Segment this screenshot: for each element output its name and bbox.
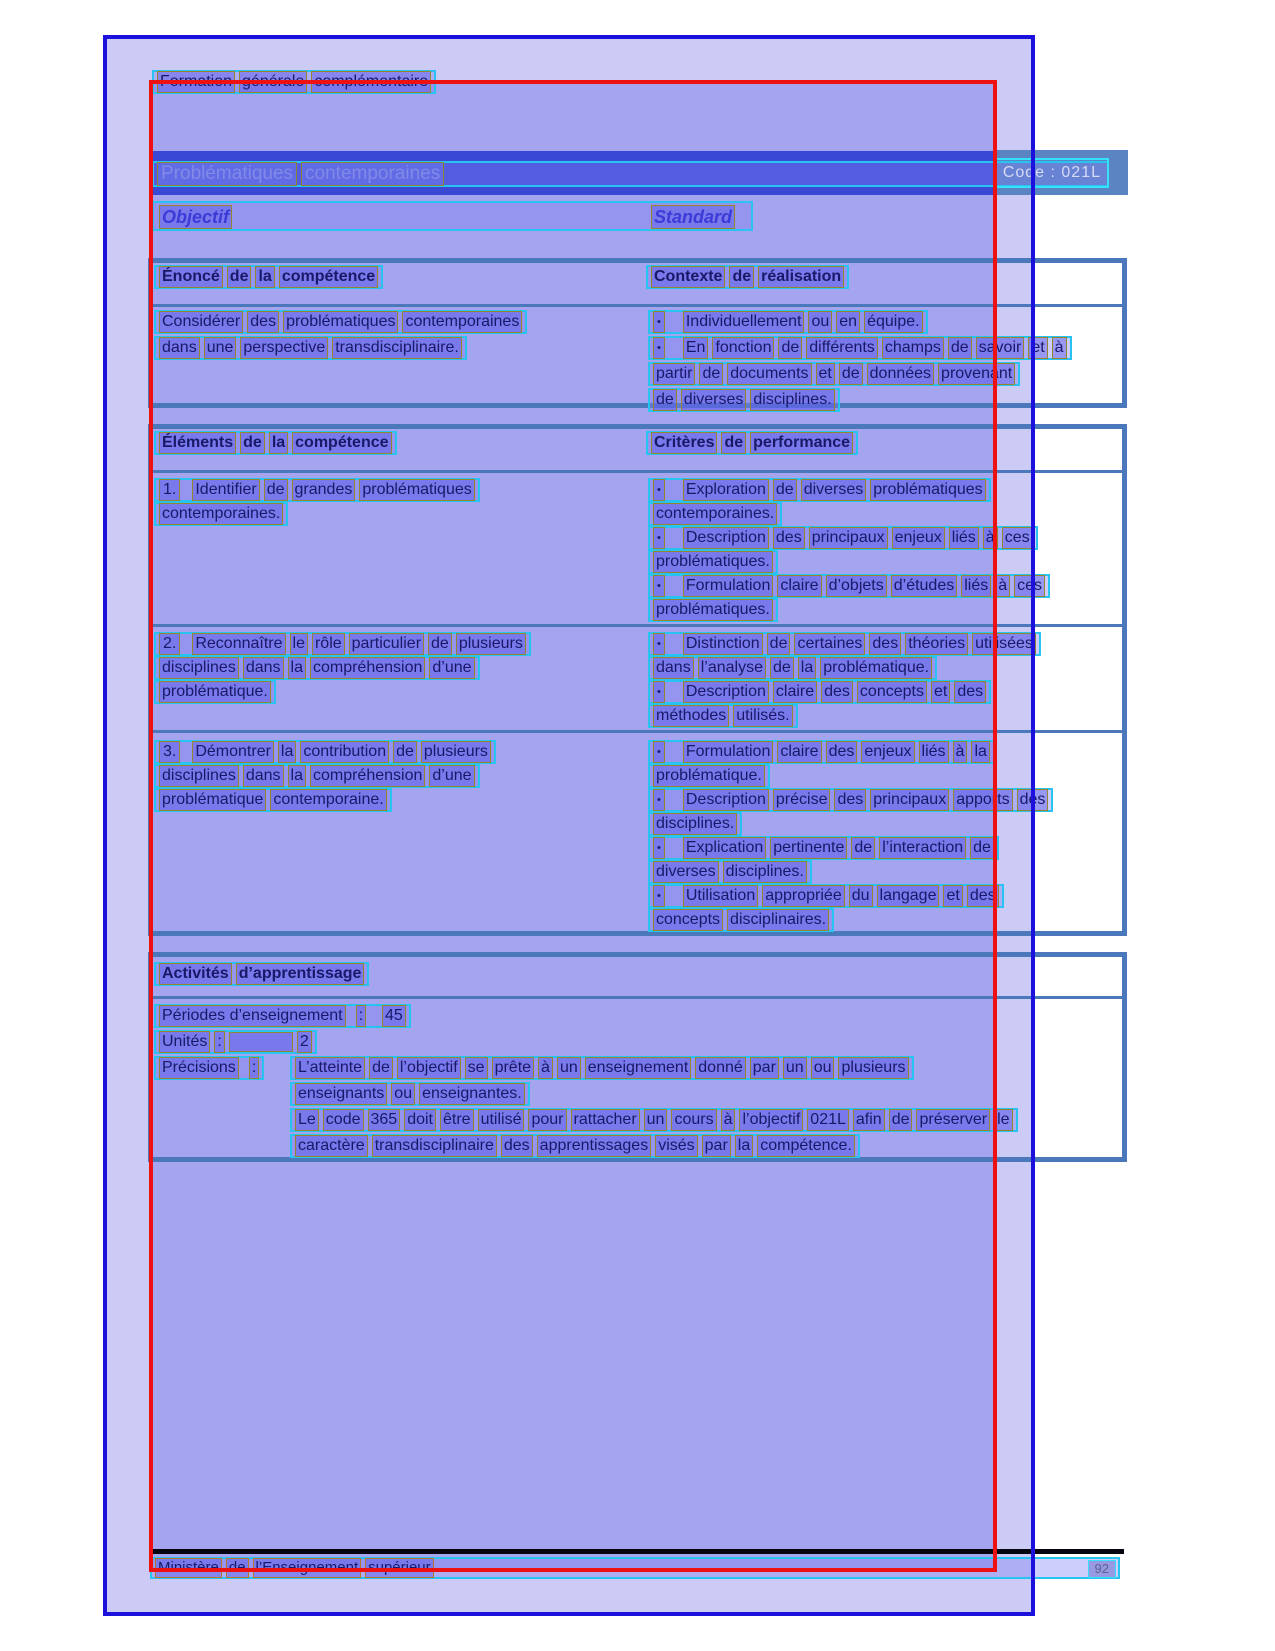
word-box: Éléments xyxy=(159,432,236,454)
word-box: perspective xyxy=(240,337,328,359)
word-box: ces xyxy=(1002,527,1033,549)
word-box: dans xyxy=(243,765,284,787)
word-box: cours xyxy=(671,1109,716,1131)
word-box: enjeux xyxy=(892,527,945,549)
section-header xyxy=(154,962,369,986)
column-header xyxy=(646,431,858,455)
word-box: L’atteinte xyxy=(295,1057,365,1079)
word-box: un xyxy=(783,1057,807,1079)
word-box: contemporaine. xyxy=(270,789,386,811)
text-line xyxy=(648,362,1020,386)
word-box: la xyxy=(269,432,288,454)
word-box: disciplinaires. xyxy=(727,909,829,931)
word-box: complémentaire xyxy=(311,71,431,93)
word-box: Reconnaître xyxy=(192,633,285,655)
word-box: apports xyxy=(953,789,1012,811)
item-number: 1. xyxy=(159,479,180,501)
word-box: de xyxy=(948,337,972,359)
word-box: visés xyxy=(655,1135,697,1157)
word-box: de xyxy=(889,1109,913,1131)
text-line xyxy=(648,656,937,680)
word-box: l’objectif xyxy=(739,1109,803,1131)
word-box: ou xyxy=(808,311,832,333)
word-box: réalisation xyxy=(758,266,844,288)
word-box: compétence xyxy=(292,432,391,454)
word-box: de xyxy=(721,432,746,454)
text-line xyxy=(154,478,480,502)
word-box: particulier xyxy=(349,633,424,655)
word-box: des xyxy=(773,527,805,549)
word-box: concepts xyxy=(653,909,723,931)
word-box: dans xyxy=(243,657,284,679)
word-box: à xyxy=(1052,337,1067,359)
word-box: pertinente xyxy=(770,837,847,859)
word-box: à xyxy=(995,575,1010,597)
text-line xyxy=(154,788,392,812)
word-box: de xyxy=(970,837,994,859)
word-box: langage xyxy=(877,885,940,907)
word-box: la xyxy=(735,1135,753,1157)
word-box: plusieurs xyxy=(456,633,526,655)
word-box: à xyxy=(953,741,968,763)
word-box: : xyxy=(249,1057,259,1079)
word-box: Critères xyxy=(651,432,717,454)
word-box: problématique. xyxy=(820,657,932,679)
word-box: liés xyxy=(949,527,979,549)
word-box: de xyxy=(767,633,791,655)
word-box: claire xyxy=(777,741,821,763)
word-box: la xyxy=(971,741,989,763)
text-line xyxy=(290,1056,914,1080)
word-box: enjeux xyxy=(861,741,914,763)
text-line xyxy=(648,740,995,764)
word-box: appropriée xyxy=(762,885,845,907)
word-box: Énoncé xyxy=(159,266,223,288)
word-box: de xyxy=(264,479,288,501)
text-line xyxy=(648,526,1038,550)
word-box: contemporaines xyxy=(301,162,444,186)
spacer-box xyxy=(229,1032,293,1052)
word-box: ou xyxy=(811,1057,835,1079)
word-box: compétence. xyxy=(757,1135,855,1157)
standard-heading: Standard xyxy=(651,205,735,229)
word-box: de xyxy=(773,479,797,501)
text-line xyxy=(648,680,991,704)
word-box: par xyxy=(750,1057,779,1079)
word-box: enseignement xyxy=(585,1057,692,1079)
bullet-icon: • xyxy=(653,741,665,763)
word-box: de xyxy=(393,741,417,763)
word-box: des xyxy=(954,681,986,703)
word-box: Utilisation xyxy=(683,885,758,907)
word-box: un xyxy=(557,1057,581,1079)
text-line xyxy=(648,550,778,574)
word-box: l’interaction xyxy=(879,837,966,859)
word-box: diverses xyxy=(801,479,867,501)
word-box: Ministère xyxy=(155,1558,222,1578)
text-line xyxy=(290,1134,860,1158)
word-box: Activités xyxy=(159,963,232,985)
word-box: l’analyse xyxy=(698,657,766,679)
text-line xyxy=(290,1108,1018,1132)
footer-line xyxy=(150,1557,1120,1579)
word-box: Unités xyxy=(159,1031,210,1053)
word-box: problématiques xyxy=(283,311,398,333)
word-box: problématiques xyxy=(359,479,474,501)
word-box: performance xyxy=(750,432,853,454)
word-box: problématiques. xyxy=(653,551,773,573)
word-box: méthodes xyxy=(653,705,729,727)
word-box: utilisées xyxy=(972,633,1036,655)
word-box: de xyxy=(653,389,677,411)
bullet-icon: • xyxy=(653,837,665,859)
word-box: équipe. xyxy=(864,311,923,333)
word-box: diverses xyxy=(653,861,719,883)
word-box: problématiques. xyxy=(653,599,773,621)
text-line xyxy=(648,812,742,836)
bullet-icon: • xyxy=(653,885,665,907)
word-box: d’une xyxy=(429,657,474,679)
word-box: contribution xyxy=(300,741,389,763)
bullet-icon: • xyxy=(653,311,665,333)
word-box: compréhension xyxy=(310,765,425,787)
text-line xyxy=(154,656,480,680)
word-box: provenant xyxy=(938,363,1015,385)
word-box: supérieur xyxy=(365,1558,434,1578)
word-box: disciplines xyxy=(159,657,239,679)
word-box: des xyxy=(821,681,853,703)
word-box: compétence xyxy=(279,266,378,288)
word-box: Description xyxy=(683,789,769,811)
word-box: disciplines. xyxy=(723,861,807,883)
text-line xyxy=(648,632,1041,656)
text-line xyxy=(154,310,527,334)
word-box: données xyxy=(867,363,934,385)
word-box: Explication xyxy=(683,837,766,859)
word-box: transdisciplinaire xyxy=(372,1135,497,1157)
text-line xyxy=(648,478,991,502)
word-box: Formulation xyxy=(683,741,773,763)
document-title-line xyxy=(152,161,1109,187)
word-box: de xyxy=(851,837,875,859)
text-line xyxy=(154,336,467,360)
word-box: : xyxy=(356,1005,366,1027)
code-badge: Code : 021L xyxy=(995,158,1109,188)
word-box: liés xyxy=(961,575,991,597)
word-box: l’objectif xyxy=(397,1057,461,1079)
word-box: plusieurs xyxy=(838,1057,908,1079)
word-box: la xyxy=(255,266,274,288)
bullet-icon: • xyxy=(653,527,665,549)
word-box: problématique. xyxy=(159,681,271,703)
word-box: d’études xyxy=(891,575,958,597)
word-box: des xyxy=(869,633,901,655)
word-box: la xyxy=(288,657,306,679)
word-box: être xyxy=(440,1109,474,1131)
objectif-heading: Objectif xyxy=(159,205,232,229)
word-box: des xyxy=(1017,789,1049,811)
word-box: contemporaines. xyxy=(159,503,283,525)
word-box: et xyxy=(1028,337,1047,359)
word-box: de xyxy=(369,1057,393,1079)
text-line xyxy=(648,860,812,884)
word-box: apprentissages xyxy=(537,1135,652,1157)
word-box: dans xyxy=(159,337,200,359)
bullet-icon: • xyxy=(653,633,665,655)
word-box: de xyxy=(778,337,802,359)
word-box: 365 xyxy=(368,1109,401,1131)
word-box: des xyxy=(834,789,866,811)
word-box: caractère xyxy=(295,1135,368,1157)
word-box: Description xyxy=(683,681,769,703)
bullet-icon: • xyxy=(653,479,665,501)
word-box: enseignantes. xyxy=(419,1083,525,1105)
word-box: transdisciplinaire. xyxy=(332,337,462,359)
kv-line xyxy=(154,1030,317,1054)
word-box: précise xyxy=(773,789,831,811)
word-box: de xyxy=(227,266,252,288)
word-box: pour xyxy=(528,1109,566,1131)
word-box: le xyxy=(290,633,308,655)
word-box: Contexte xyxy=(651,266,725,288)
word-box: le xyxy=(994,1109,1012,1131)
text-line xyxy=(648,788,1053,812)
word-box: de xyxy=(240,432,265,454)
word-box: principaux xyxy=(870,789,949,811)
text-line xyxy=(648,764,770,788)
word-box: liés xyxy=(919,741,949,763)
word-box: problématique. xyxy=(653,765,765,787)
word-box: : xyxy=(214,1031,224,1053)
word-box: la xyxy=(288,765,306,787)
word-box: dans xyxy=(653,657,694,679)
word-box: Exploration xyxy=(683,479,769,501)
bullet-icon: • xyxy=(653,681,665,703)
word-box: fonction xyxy=(712,337,774,359)
value-box: 2 xyxy=(297,1031,312,1053)
word-box: diverses xyxy=(681,389,747,411)
word-box: Formation xyxy=(157,71,235,93)
word-box: rôle xyxy=(312,633,345,655)
word-box: ou xyxy=(391,1083,415,1105)
word-box: savoir xyxy=(976,337,1025,359)
word-box: afin xyxy=(853,1109,885,1131)
text-line xyxy=(648,704,798,728)
word-box: compréhension xyxy=(310,657,425,679)
word-box: Distinction xyxy=(683,633,763,655)
kv-line xyxy=(154,1004,411,1028)
text-line xyxy=(648,388,840,412)
text-line xyxy=(648,908,834,932)
item-number: 3. xyxy=(159,741,180,763)
column-header xyxy=(154,431,397,455)
word-box: à xyxy=(983,527,998,549)
word-box: partir xyxy=(653,363,695,385)
word-box: utilisés. xyxy=(733,705,792,727)
word-box: Périodes d’enseignement xyxy=(159,1005,346,1027)
page-number: 92 xyxy=(1088,1560,1116,1578)
word-box: Problématiques xyxy=(157,162,297,186)
word-box: 021L xyxy=(807,1109,849,1131)
objectif-standard-line xyxy=(152,201,753,231)
word-box: des xyxy=(967,885,999,907)
word-box: Formulation xyxy=(683,575,773,597)
word-box: Considérer xyxy=(159,311,243,333)
word-box: concepts xyxy=(857,681,927,703)
word-box: ces xyxy=(1014,575,1045,597)
text-line xyxy=(154,764,480,788)
word-box: disciplines. xyxy=(750,389,834,411)
word-box: Description xyxy=(683,527,769,549)
text-line xyxy=(648,336,1072,360)
bullet-icon: • xyxy=(653,575,665,597)
text-line xyxy=(154,632,531,656)
word-box: doit xyxy=(404,1109,436,1131)
word-box: utilisé xyxy=(478,1109,525,1131)
bullet-icon: • xyxy=(653,789,665,811)
word-box: des xyxy=(247,311,279,333)
word-box: des xyxy=(826,741,858,763)
word-box: un xyxy=(644,1109,668,1131)
word-box: d’objets xyxy=(826,575,887,597)
value-box: 45 xyxy=(382,1005,406,1027)
word-box: Le xyxy=(295,1109,319,1131)
word-box: Identifier xyxy=(192,479,259,501)
word-box: problématique xyxy=(159,789,266,811)
text-line xyxy=(648,884,1004,908)
word-box: grandes xyxy=(292,479,356,501)
word-box: de xyxy=(729,266,754,288)
word-box: théories xyxy=(905,633,968,655)
word-box: disciplines xyxy=(159,765,239,787)
word-box: rattacher xyxy=(571,1109,640,1131)
word-box: une xyxy=(204,337,237,359)
word-box: du xyxy=(849,885,873,907)
word-box: donné xyxy=(695,1057,746,1079)
word-box: de xyxy=(770,657,794,679)
word-box: Précisions xyxy=(159,1057,239,1079)
word-box: à xyxy=(721,1109,736,1131)
kv-line xyxy=(154,1056,264,1080)
word-box: contemporaines xyxy=(402,311,522,333)
word-box: En xyxy=(683,337,709,359)
word-box: claire xyxy=(773,681,817,703)
word-box: par xyxy=(702,1135,731,1157)
text-line xyxy=(648,310,928,334)
text-line xyxy=(648,502,782,526)
word-box: l’Enseignement xyxy=(253,1558,362,1578)
text-line xyxy=(290,1082,530,1106)
text-line xyxy=(648,574,1050,598)
text-line xyxy=(154,502,288,526)
word-box: de xyxy=(428,633,452,655)
text-line xyxy=(648,598,778,622)
item-number: 2. xyxy=(159,633,180,655)
word-box: Démontrer xyxy=(192,741,274,763)
word-box: à xyxy=(538,1057,553,1079)
text-line xyxy=(648,836,999,860)
word-box: de xyxy=(226,1558,249,1578)
word-box: d’une xyxy=(429,765,474,787)
word-box: documents xyxy=(727,363,811,385)
word-box: enseignants xyxy=(295,1083,387,1105)
word-box: en xyxy=(836,311,860,333)
word-box: plusieurs xyxy=(421,741,491,763)
running-header xyxy=(152,70,436,94)
word-box: contemporaines. xyxy=(653,503,777,525)
word-box: la xyxy=(798,657,816,679)
word-box: préserver xyxy=(916,1109,990,1131)
word-box: se xyxy=(465,1057,488,1079)
word-box: et xyxy=(816,363,835,385)
word-box: de xyxy=(839,363,863,385)
word-box: claire xyxy=(777,575,821,597)
word-box: d’apprentissage xyxy=(236,963,365,985)
word-box: Individuellement xyxy=(683,311,805,333)
word-box: la xyxy=(278,741,296,763)
column-header xyxy=(154,265,383,289)
text-line xyxy=(154,740,496,764)
word-box: principaux xyxy=(809,527,888,549)
word-box: de xyxy=(699,363,723,385)
word-box: champs xyxy=(882,337,944,359)
word-box: et xyxy=(943,885,962,907)
word-box: disciplines. xyxy=(653,813,737,835)
word-box: problématiques xyxy=(870,479,985,501)
word-box: différents xyxy=(806,337,878,359)
column-header xyxy=(646,265,849,289)
word-box: prête xyxy=(492,1057,534,1079)
bullet-icon: • xyxy=(653,337,665,359)
word-box: générale xyxy=(239,71,307,93)
word-box: code xyxy=(323,1109,364,1131)
word-box: et xyxy=(931,681,950,703)
word-box: certaines xyxy=(794,633,865,655)
word-box: des xyxy=(501,1135,533,1157)
text-line xyxy=(154,680,276,704)
